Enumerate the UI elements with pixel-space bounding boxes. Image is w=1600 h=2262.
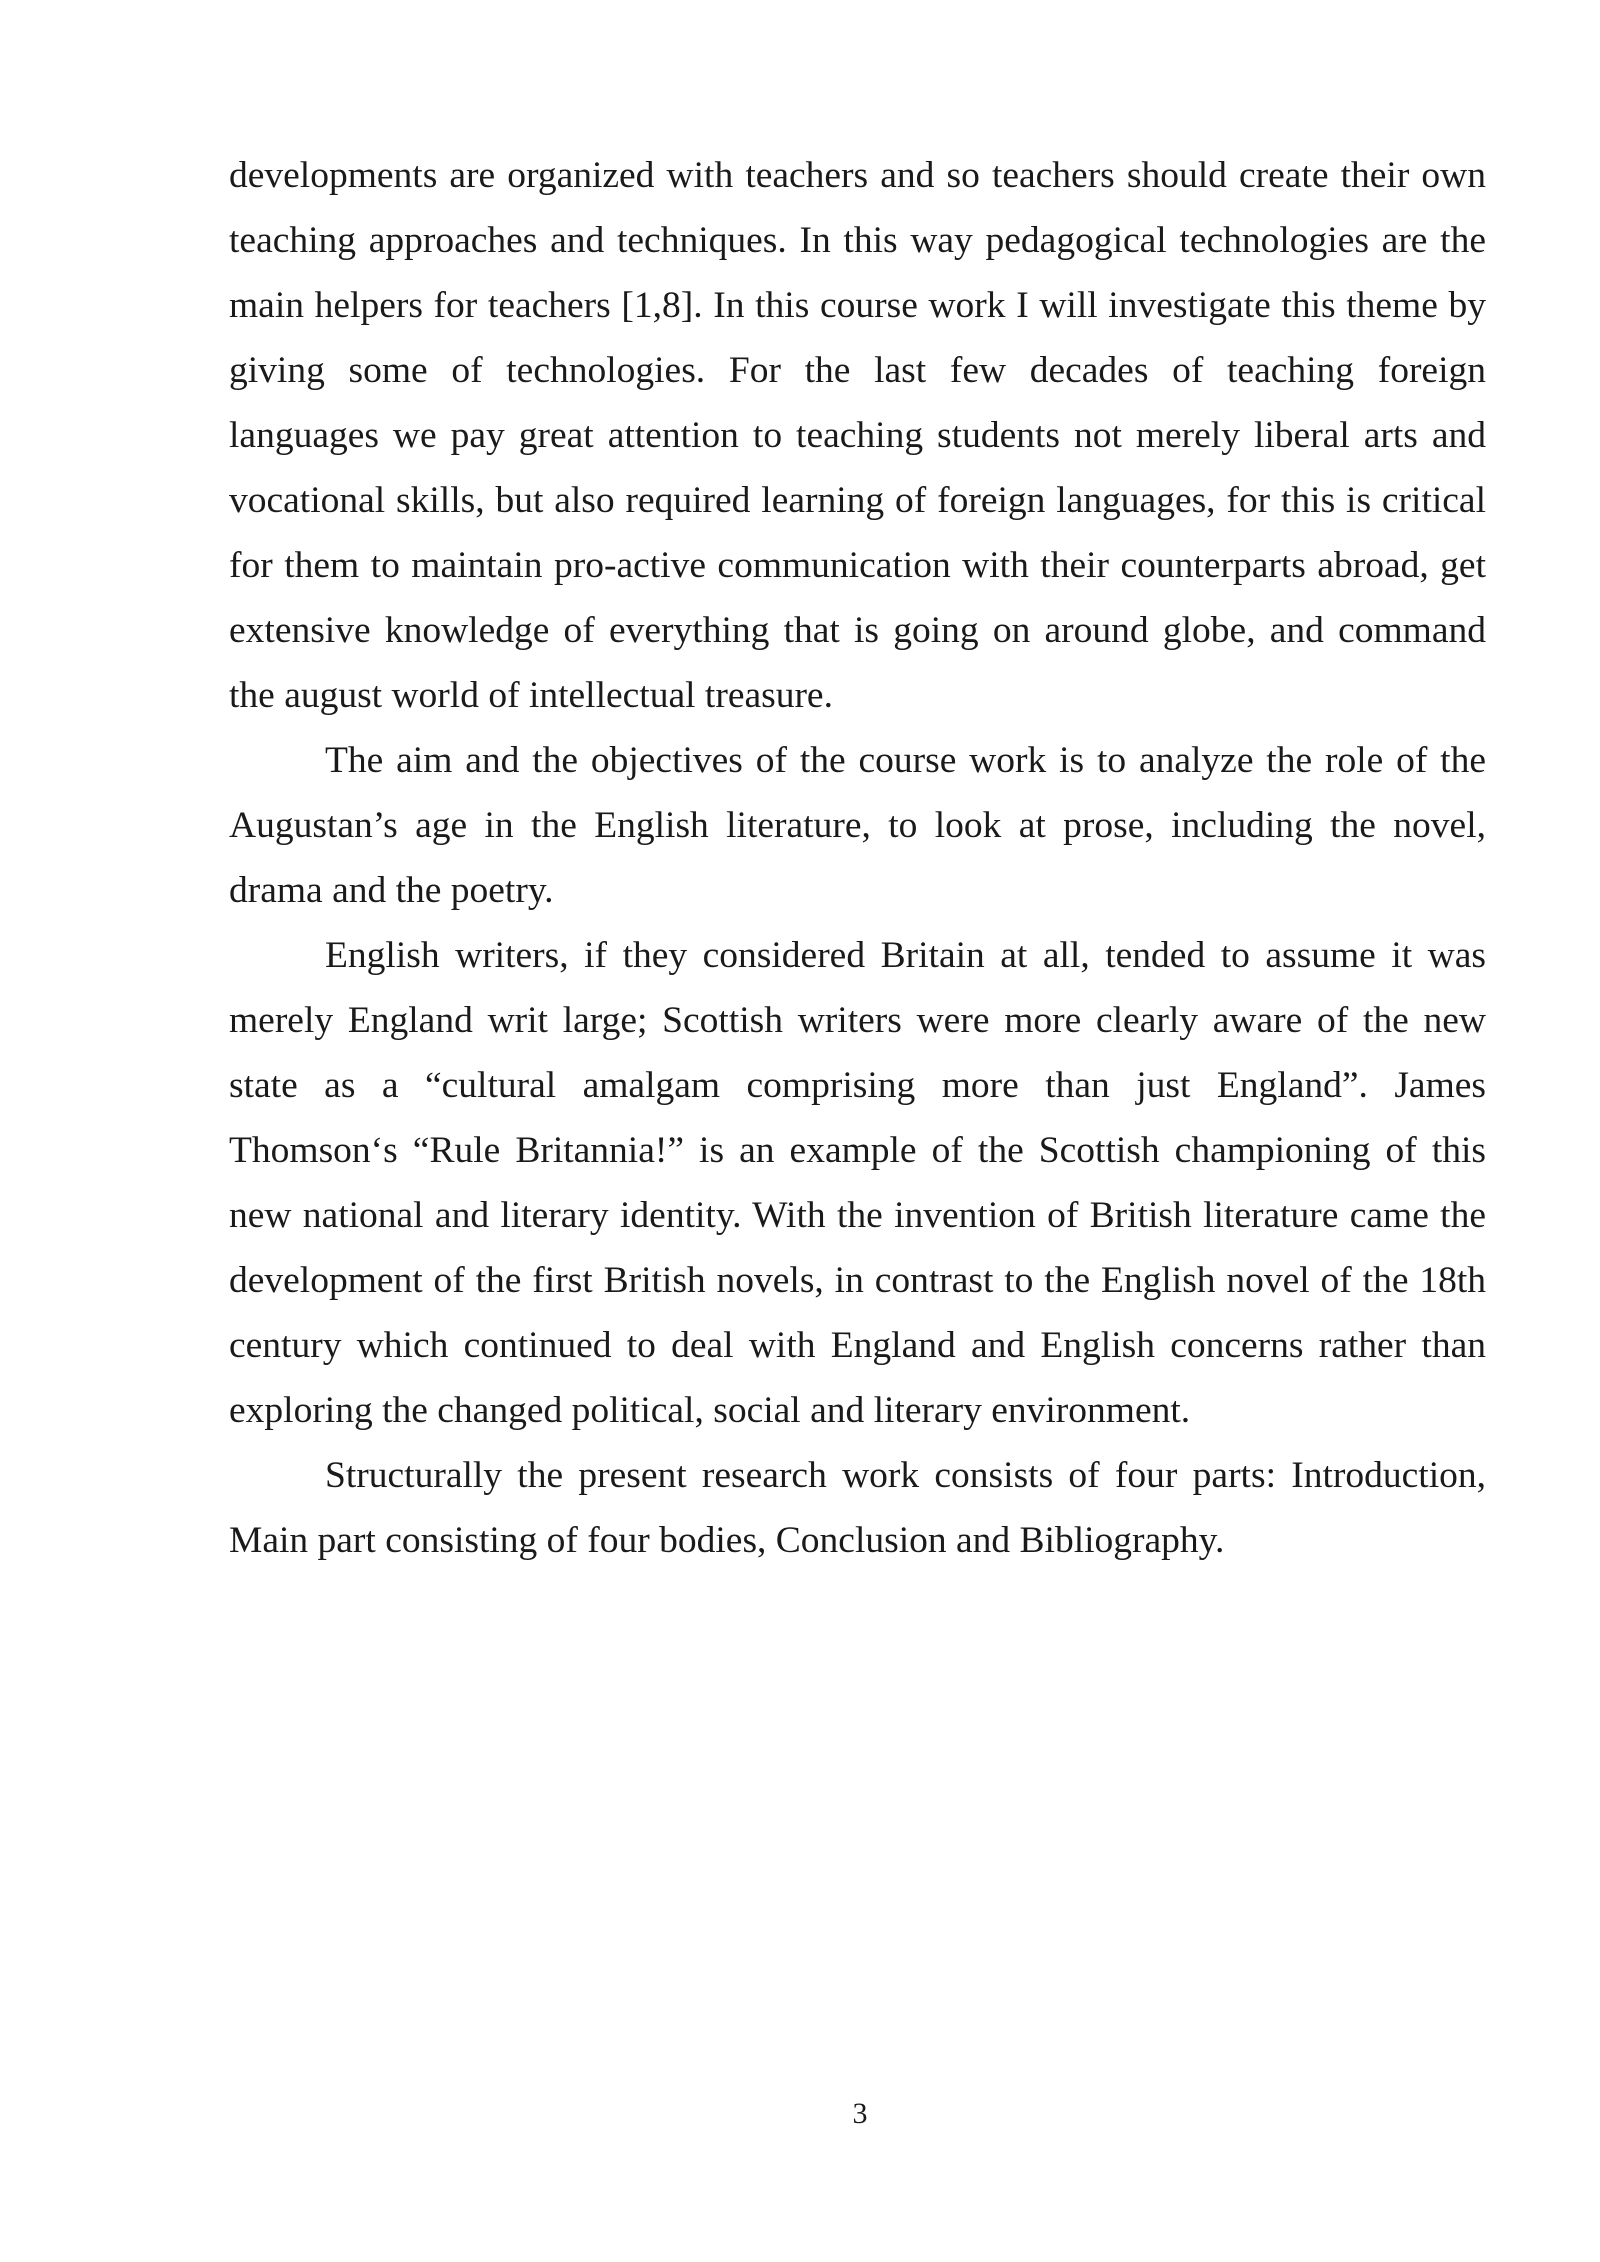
paragraph-aim-objectives: The aim and the objectives of the course work is to analyze the role of the Augustan’s age in the English literature, to look at prose, including the novel, drama and the poetry. <box>229 740 1486 911</box>
paragraph-english-writers: English writers, if they considered Britain at all, tended to assume it was merely England writ large; Scottish writers were more clearly aware of the new state as a “cultural amalgam comprising more than just England”. James Thomson‘s “Rule Britannia!” is an example of the Scottish championing of this new national and literary identity. With the invention of British literature came the development of the first British novels, in contrast to the English novel of the 18th century which continued to deal with England and English concerns rather than exploring the changed political, social and literary environment. <box>229 935 1486 1431</box>
paragraph-structure: Structurally the present research work consists of four parts: Introduction, Main part consisting of four bodies, Conclusion and Bibliography. <box>229 1455 1486 1561</box>
body-text <box>229 143 1486 1573</box>
paragraph-continuation: developments are organized with teachers and so teachers should create their own teaching approaches and techniques. In this way pedagogical technologies are the main helpers for teachers [1,8]. In this course work I will investigate this theme by giving some of technologies. For the last few decades of teaching foreign languages we pay great attention to teaching students not merely liberal arts and vocational skills, but also required learning of foreign languages, for this is critical for them to maintain pro-active communication with their counterparts abroad, get extensive knowledge of everything that is going on around globe, and command the august world of intellectual treasure. <box>229 155 1486 716</box>
page-number: 3 <box>852 2097 868 2130</box>
